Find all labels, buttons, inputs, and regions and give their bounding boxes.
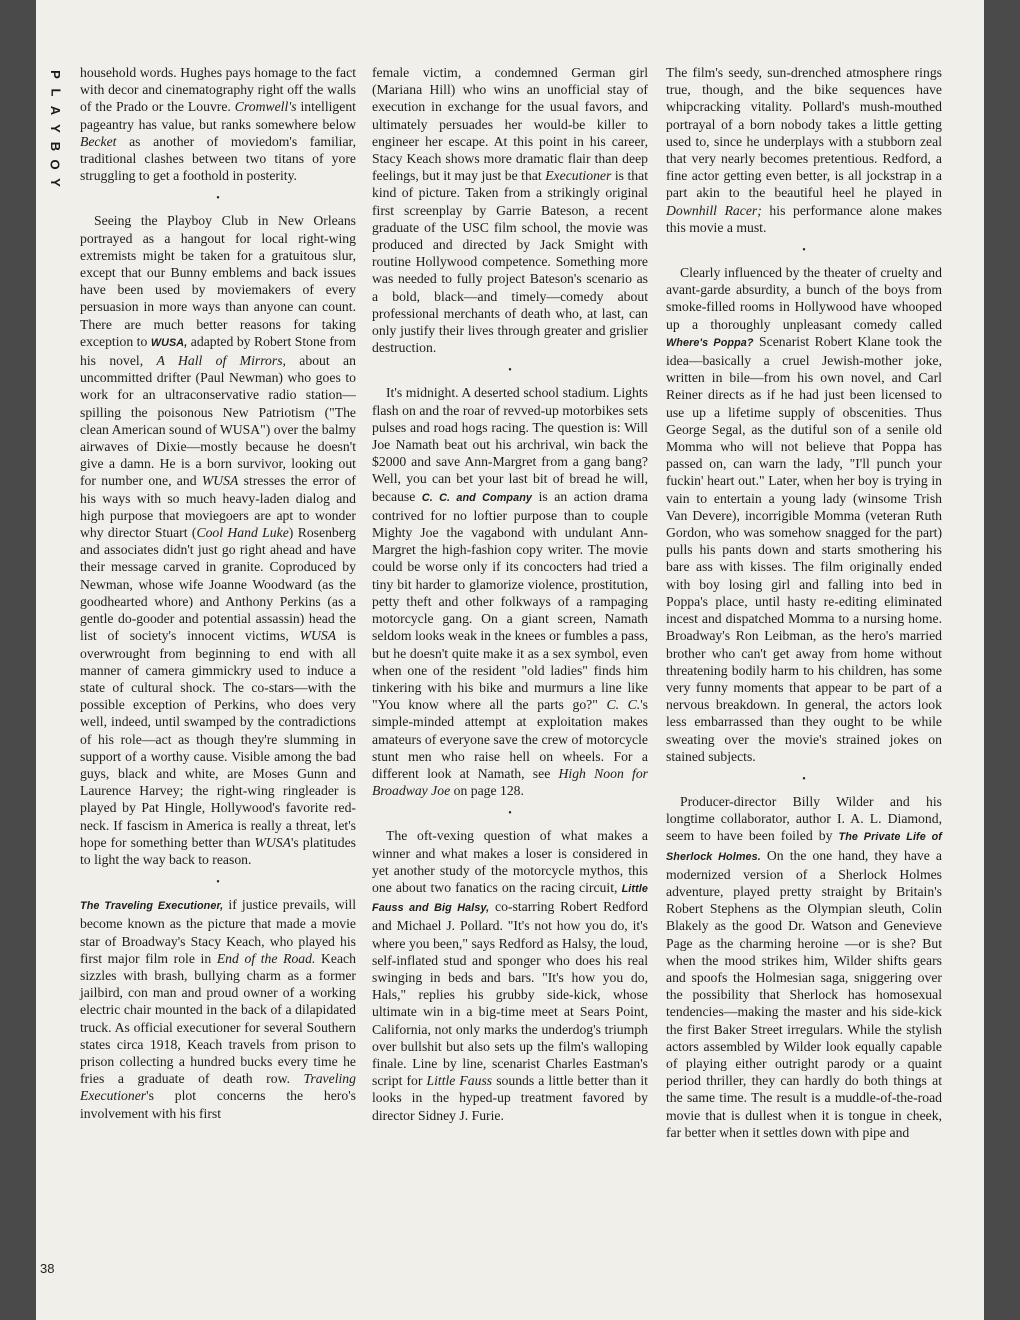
text-run: Scenarist Robert Klane took the idea—basically a cruel Jewish-mother joke, written in bile—from his own novel, and Carl Reiner directs as if he had just been licensed to use up a lifetime supply of obscenities. Thus George Segal, as the dutiful son of a senile old Momma who will not believe that Poppa has passed on, can warn the lady, "I'll punch your fuckin' heart out." Later, when her boy is trying in vain to entertain a young lady (winsome Trish Van Devere), incorrigible Momma (veteran Ruth Gordon, who was somehow snagged for the part) pulls his pants down and starts smothering his bare ass with kisses. The film originally ended with boy losing girl and falling into bed in Poppa's place, until hasty re-editing eliminated incest and dispatched Momma to a nursing home. Broadway's Ron Leibman, as the hero's married brother who can't get away from home without threatening bodily harm to his children, has some very funny moments that appear to be part of a nervous breakdown. In general, the actors look less embarrassed than they ought to be while sweating over the movie's strained jokes on stained subjects. — [666, 333, 942, 764]
brand-letter: Y — [47, 178, 63, 188]
paragraph — [666, 793, 942, 1141]
film-title: Where's Poppa? — [666, 336, 754, 349]
film-title: WUSA, — [150, 336, 188, 349]
italic-title: WUSA — [201, 473, 239, 489]
text-run: on page 128. — [450, 783, 524, 799]
text-run: Seeing the Playboy Club in New Orleans portrayed as a hangout for local right-wing extremists might be taken for a gratuitous slur, except that our Bunny emblems and back issues have been used by moviemakers of every persuasion in more ways than anyone can count. There are much better reasons for taking exception to — [80, 213, 356, 349]
text-run: 's plot concerns the hero's involvement with his first — [80, 1088, 356, 1121]
paragraph — [80, 64, 356, 184]
paragraph — [80, 896, 356, 1122]
text-run: household words. Hughes pays homage to the fact with decor and cinematography right off the walls of the Prado or the Louvre. — [80, 65, 356, 115]
section-separator: • — [802, 773, 806, 785]
text-run: intelligent pageantry has value, but ranks somewhere below — [80, 99, 356, 132]
text-run: if justice prevails, will become known as the picture that made a movie star of Broadway's Stacy Keach, who played his first major film role in — [80, 897, 356, 966]
text-run: 's simple-minded attempt at exploitation makes amateurs of everyone save the crew of motorcycle stunt men who raise hell on wheels. For a different look at Namath, see — [372, 697, 649, 781]
text-run: is that kind of picture. Taken from a strikingly original first screenplay by Garrie Bateson, a recent graduate of the USC film school, the movie was produced and directed by Jack Smight with routine Hollywood competence. Something more was needed to fully project Bateson's scenario as a bold, black—and timely—comedy about professional merchants of death who, at last, can only justify their lives through greater and grislier destruction. — [372, 168, 648, 356]
italic-title: C. C. — [606, 697, 641, 713]
text-run: The film's seedy, sun-drenched atmosphere rings true, though, and the bike sequences have whipcracking vitality. Pollard's mush-mouthed portrayal of a born nobody takes a little getting used to, since he underplays with a stubborn zeal that very nearly becomes pretentious. Redford, a fine actor getting even better, is all jockstrap in a part akin to the beautiful heel he played in — [666, 65, 942, 201]
section-separator: • — [802, 245, 806, 257]
section-separator: • — [508, 365, 512, 377]
brand-letter: Y — [47, 124, 63, 134]
text-run: It's midnight. A deserted school stadium. Lights flash on and the roar of revved-up motorbikes sets pulses and road hogs racing. The question is: Will Joe Namath beat out his archrival, win back the $2000 and save Ann-Margret from a gang bang? Well, you can bet your last bit of bread he will, because — [372, 385, 648, 504]
column-2 — [372, 64, 648, 1124]
text-run: On the one hand, they have a modernized version of a Sherlock Holmes adventure, played pretty straight by Britain's Robert Stephens as the Olympian sleuth, Colin Blakely as the good Dr. Watson and Genevieve Page as the charming heroine —or is she? But when the mood strikes him, Wilder shifts gears and spoofs the Holmesian saga, sniggering over the possibility that Sherlock has homosexual tendencies—making the master and his side-kick the first Baker Street irregulars. While the stylish actors assembled by Wilder look equally capable of playing either outright parody or a quaint period thriller, they can hardly do both things at the same time. The result is a muddle-of-the-road movie that is dullest when it is tongue in cheek, far better when it settles down with pipe and — [666, 847, 942, 1140]
running-head-brand — [46, 68, 64, 190]
italic-title: Traveling Executioner — [80, 1071, 356, 1104]
paragraph — [372, 64, 648, 356]
text-run: Producer-director Billy Wilder and his longtime collaborator, author I. A. L. Diamond, seem to have been foiled by — [666, 793, 942, 844]
italic-title: Cool Hand Luke — [196, 525, 289, 541]
text-run: Keach sizzles with brash, bullying charm as a former jailbird, con man and proud owner of a working electric chair mounted in the back of a dilapidated truck. As official executioner for several Southern states circa 1918, Keach travels from prison to prison collecting a hundred bucks every time he fries a graduate of death row. — [80, 950, 356, 1087]
paragraph — [80, 212, 356, 868]
page-number: 38 — [40, 1261, 55, 1276]
film-title: The Private Life of Sherlock Holmes. — [666, 831, 942, 863]
brand-letter: P — [47, 70, 63, 80]
italic-title: Becket — [80, 133, 117, 149]
section-separator: • — [216, 193, 220, 205]
brand-letter: L — [47, 88, 63, 98]
paragraph — [666, 264, 942, 765]
text-run: about an uncommitted drifter (Paul Newman) who goes to work for an ultraconservative radio station—spilling the poisonous New Patriotism ("The clean American sound of WUSA") over the balmy airwaves of Dixie—mostly because he doesn't give a damn. He is a born survivor, looking out for number one, and — [80, 353, 356, 489]
italic-title: Little Fauss — [426, 1073, 493, 1089]
text-run: female victim, a condemned German girl (Mariana Hill) who wins an unofficial stay of execution in exchange for the usual favors, and ultimately persuades her would-be killer to engineer her escape. At this point in his career, Stacy Keach shows more dramatic flair than deep feelings, but it may just be that — [372, 65, 648, 184]
italic-title: WUSA — [254, 834, 291, 850]
brand-letter: B — [47, 141, 63, 153]
text-run: The oft-vexing question of what makes a winner and what makes a loser is considered in yet another study of the motorcycle mythos, this one about two fanatics on the racing circuit, — [372, 828, 648, 895]
italic-title: Cromwell's — [234, 99, 297, 115]
text-run: sounds a little better than it looks in the hyped-up treatment favored by director Sidney J. Furie. — [372, 1073, 648, 1123]
brand-letter: O — [48, 159, 63, 171]
italic-title: End of the Road. — [216, 950, 316, 966]
text-run: ) Rosenberg and associates didn't just go right ahead and have their message carved in granite. Coproduced by Newman, whose wife Joanne Woodward (as the goodhearted whore) and Anthony Perkins (as a gentle do-gooder and potential assassin) head the list of society's innocent victims, — [80, 525, 356, 644]
text-run: 's platitudes to light the way back to reason. — [80, 834, 356, 867]
paragraph — [372, 827, 648, 1123]
column-3 — [666, 64, 942, 1141]
film-title: The Traveling Executioner, — [80, 900, 224, 913]
text-run: as another of moviedom's familiar, traditional clashes between two titans of yore struggling to get a foothold in posterity. — [80, 133, 356, 184]
italic-title: WUSA — [299, 628, 337, 644]
brand-letter: A — [47, 105, 63, 117]
paragraph — [372, 384, 648, 799]
text-run: co-starring Robert Redford and Michael J. Pollard. "It's not how you do, it's where you been," says Redford as Halsy, the loud, self-inflated stud and sponger who does his real swinging in beds and bars. "It's how you do, Hals," replies his grubby side-kick, whose ultimate win in a big-time meet at Sears Point, California, not only marks the underdog's triumph over bullshit but also sets up the film's walloping finale. Line by line, scenarist Charles Eastman's script for — [372, 899, 648, 1089]
film-title: C. C. and Company — [421, 491, 533, 504]
section-separator: • — [216, 877, 220, 889]
italic-title: High Noon for Broadway Joe — [372, 765, 649, 799]
column-1 — [80, 64, 356, 1122]
italic-title: Downhill Racer; — [666, 202, 762, 218]
film-title: Little Fauss and Big Halsy, — [372, 882, 648, 915]
text-run: is an action drama contrived for no loftier purpose than to couple Mighty Joe the vagabond with undulant Ann-Margret the high-fashion copy writer. The movie could be worse only if its concocters had tried a tiny bit harder to glamorize violence, prostitution, petty theft and other folkways of a rampaging motorcycle gang. On a giant screen, Namath seldom looks weak in the knees or fumbles a pass, but he doesn't quite make it as a sex symbol, even when one of the resident "old ladies" finds him tinkering with his bike and murmurs a line like "You know where all the parts go?" — [372, 488, 648, 713]
text-run: is overwrought from beginning to end with all manner of camera gimmickry used to induce a state of cultural shock. The co-stars—with the possible exception of Perkins, who does very well, indeed, until swamped by the contradictions of his role—act as though they're slumming in support of a worthy cause. Visible among the bad guys, black and white, are Moses Gunn and Laurence Harvey; the right-wing ringleader is played by Pat Hingle, Hollywood's favorite red-neck. If fascism in America is really a threat, let's hope for something better than — [80, 628, 356, 850]
text-run: stresses the error of his ways with so much heavy-laden dialog and high purpose that moviegoers are apt to wonder why director Stuart ( — [80, 473, 356, 541]
text-run: his performance alone makes this movie a must. — [666, 202, 942, 235]
text-run: Clearly influenced by the theater of cruelty and avant-garde absurdity, a bunch of the boys from smoke-filled rooms in Hollywood have whooped up a thoroughly unpleasant comedy called — [666, 265, 942, 332]
italic-title: A Hall of Mirrors, — [156, 353, 286, 369]
paragraph — [666, 64, 942, 236]
section-separator: • — [508, 808, 512, 820]
italic-title: Executioner — [545, 168, 612, 184]
text-run: adapted by Robert Stone from his novel, — [80, 333, 356, 369]
